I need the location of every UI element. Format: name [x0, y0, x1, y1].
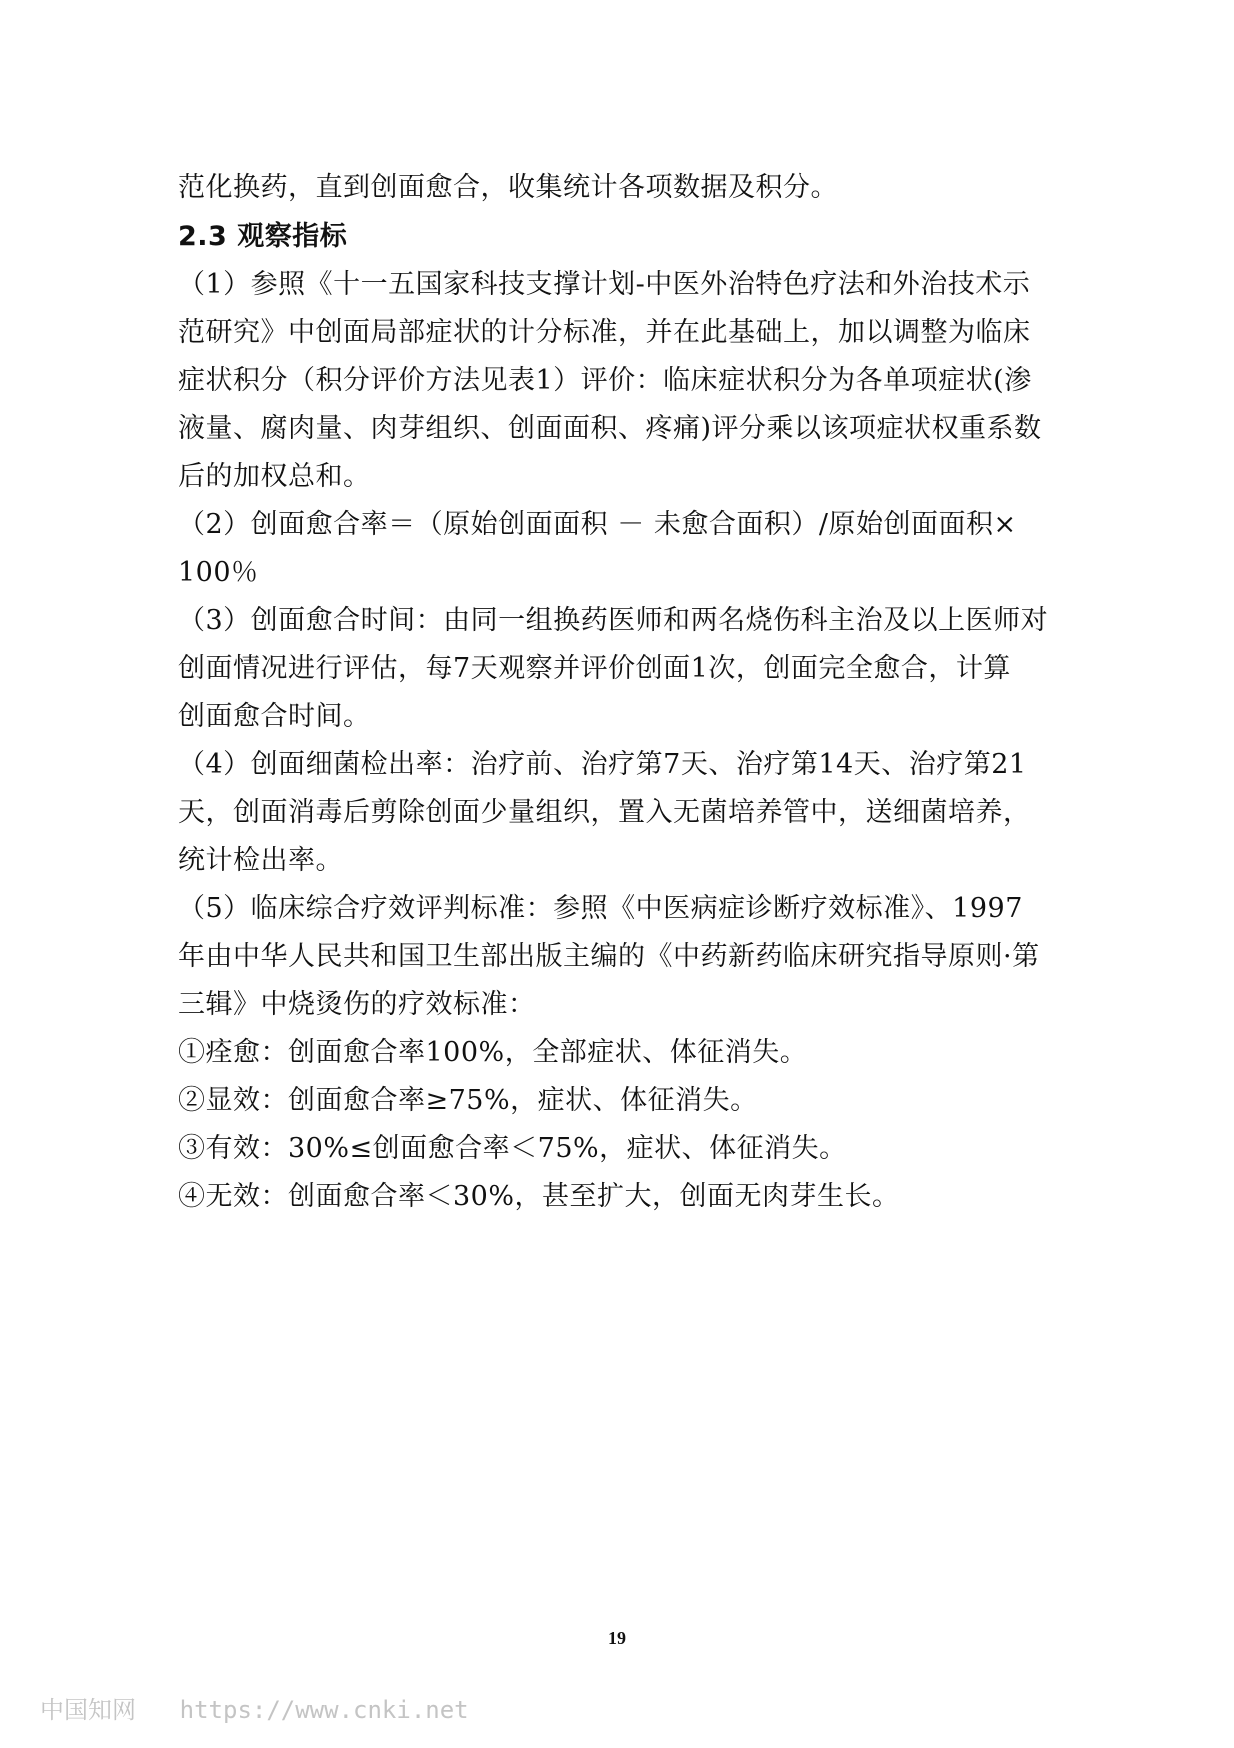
criteria-item: ②显效：创面愈合率≥75%，症状、体征消失。: [178, 1085, 758, 1116]
page-number: 19: [608, 1628, 626, 1648]
formula-line: 100％: [178, 557, 259, 588]
paragraph-line: 年由中华人民共和国卫生部出版主编的《中药新药临床研究指导原则·第: [178, 941, 1040, 972]
watermark-url: https://www.cnki.net: [179, 1696, 469, 1724]
paragraph-line: 范研究》中创面局部症状的计分标准，并在此基础上，加以调整为临床: [178, 317, 1031, 348]
paragraph-line: （1）参照《十一五国家科技支撑计划-中医外治特色疗法和外治技术示: [178, 269, 1031, 300]
formula-line: （2）创面愈合率＝（原始创面面积 － 未愈合面积）/原始创面面积×: [178, 509, 1017, 540]
paragraph-line: 创面情况进行评估，每7天观察并评价创面1次，创面完全愈合，计算: [178, 653, 1011, 684]
paragraph-line: （3）创面愈合时间：由同一组换药医师和两名烧伤科主治及以上医师对: [178, 605, 1049, 636]
watermark: [40, 1690, 469, 1725]
criteria-item: ③有效：30%≤创面愈合率＜75%，症状、体征消失。: [178, 1133, 847, 1164]
criteria-item: ④无效：创面愈合率＜30%，甚至扩大，创面无肉芽生长。: [178, 1181, 900, 1212]
paragraph-line: 三辑》中烧烫伤的疗效标准：: [178, 989, 536, 1020]
criteria-item: ①痊愈：创面愈合率100%，全部症状、体征消失。: [178, 1037, 808, 1068]
paragraph-line: （5）临床综合疗效评判标准：参照《中医病症诊断疗效标准》、1997: [178, 893, 1023, 924]
section-heading: 2.3 观察指标: [178, 221, 348, 252]
paragraph-line: 创面愈合时间。: [178, 701, 371, 732]
paragraph-line: （4）创面细菌检出率：治疗前、治疗第7天、治疗第14天、治疗第21: [178, 749, 1027, 780]
paragraph-line: 液量、腐肉量、肉芽组织、创面面积、疼痛)评分乘以该项症状权重系数: [178, 413, 1042, 444]
paragraph-line: 天，创面消毒后剪除创面少量组织，置入无菌培养管中，送细菌培养，: [178, 797, 1031, 828]
paragraph-line: 症状积分（积分评价方法见表1）评价：临床症状积分为各单项症状(渗: [178, 365, 1032, 396]
watermark-name: 中国知网: [40, 1696, 136, 1724]
paragraph-line: 统计检出率。: [178, 845, 343, 876]
paragraph-line: 范化换药，直到创面愈合，收集统计各项数据及积分。: [178, 172, 838, 203]
paragraph-line: 后的加权总和。: [178, 461, 371, 492]
